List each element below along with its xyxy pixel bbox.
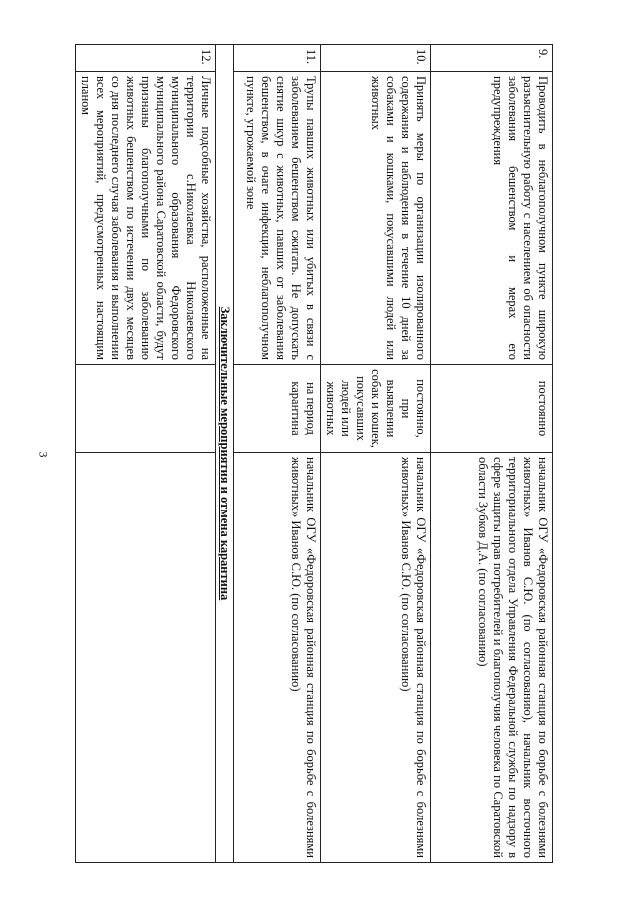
responsible-text: начальник ОГУ «Федоровская районная станция по борьбе с болезнями животных» Иванов С.Ю. (по согласованию): [321, 453, 431, 863]
term-text: на период карантина: [234, 365, 321, 453]
table-row: [431, 45, 553, 863]
row-number: 10.: [321, 45, 431, 72]
responsible-text: начальник ОГУ «Федоровская районная станция по борьбе с болезнями животных» Иванов С.Ю. (по согласованию): [234, 453, 321, 863]
measures-table: [75, 44, 553, 863]
page-number: 3: [36, 451, 51, 458]
responsible-text: [76, 453, 216, 863]
term-text: постоянно, при выявлении собак и кошек, покусавших людей или животных: [321, 365, 431, 453]
term-text: [76, 365, 216, 453]
rotated-table-container: [79, 44, 553, 862]
section-title: Заключительные мероприятия и отмена карантина: [216, 45, 234, 863]
table-row: [76, 45, 216, 863]
responsible-text: начальник ОГУ «Федоровская районная станция по борьбе с болезнями животных» Иванов С.Ю. (по согласованию), начальник восточного территориального отдела Управления Федеральной службы по надзору в сфере защиты прав потребителей и благополучия человека по Саратовской области Зубков Д.А. (по согласованию): [431, 453, 553, 863]
measure-text: Личные подсобные хозяйства, расположенные на территории с.Николаевка Николаевского муниципального образования Федоровского муниципального района Саратовской области, будут признаны благополучными по заболеванию животных бешенством по истечении двух месяцев со дня последнего случая заболевания и выполнении всех мероприятий, предусмотренных настоящим планом: [76, 72, 216, 365]
row-number: 9.: [431, 45, 553, 72]
measure-text: Трупы павших животных или убитых в связи с заболеванием бешенством сжигать. Не допускать снятие шкур с животных, павших от заболевания бешенством, в очаге инфекции, неблагополучном пункте, угрожаемой зоне: [234, 72, 321, 365]
term-text: постоянно: [431, 365, 553, 453]
row-number: 12.: [76, 45, 216, 72]
table-row: [321, 45, 431, 863]
row-number: 11.: [234, 45, 321, 72]
section-row: [216, 45, 234, 863]
table-row: [234, 45, 321, 863]
measure-text: Принять меры по организации изолированного содержания и наблюдения в течение 10 дней за собаками и кошками, покусавшими людей или животных: [321, 72, 431, 365]
measure-text: Проводить в неблагополучном пункте широкую разъяснительную работу с населением об опасности заболевания бешенством и мерах его предупреждения: [431, 72, 553, 365]
table-frame: [79, 44, 553, 862]
